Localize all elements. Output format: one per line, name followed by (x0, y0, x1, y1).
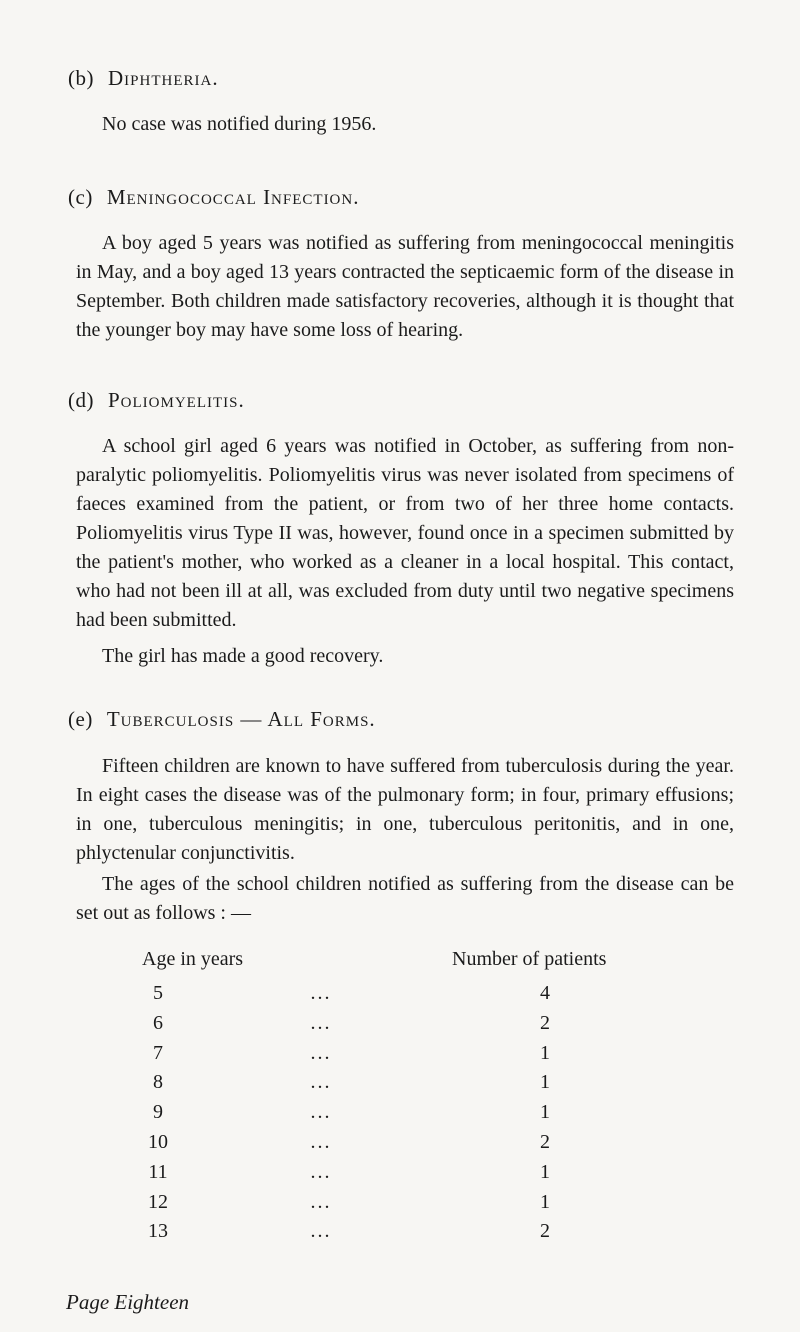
leader-dots: ... (310, 1041, 332, 1064)
age-cell: 7 (153, 1041, 163, 1064)
table-row (0, 1131, 800, 1157)
age-cell: 9 (153, 1101, 163, 1124)
page-footer: Page Eighteen (66, 1290, 190, 1314)
paragraph-diphtheria: No case was notified during 1956. (102, 113, 377, 135)
table-row (0, 1042, 800, 1068)
table-row (0, 1071, 800, 1097)
leader-dots: ... (310, 1011, 332, 1034)
leader-dots: ... (310, 1101, 332, 1124)
leader-dots: ... (310, 1071, 332, 1094)
count-cell: 1 (540, 1190, 550, 1213)
age-cell: 13 (148, 1220, 168, 1243)
paragraph-poliomyelitis: A school girl aged 6 years was notified in October, as suffering from non-paralytic poliomyelitis. Poliomyelitis virus was never isolated from specimens of faeces examined from the patient, or from two of her three home contacts. Poliomyelitis virus Type II was, however, found once in a specimen submitted by the patient's mother, who worked as a cleaner in a local hospital. This contact, who had not been ill at all, was excluded from duty until two negative specimens had been submitted. (76, 435, 734, 631)
heading-title: Diphtheria. (108, 66, 219, 90)
heading-letter: (d) (68, 388, 94, 412)
table-row (0, 982, 800, 1008)
age-cell: 11 (148, 1160, 168, 1183)
heading-poliomyelitis (68, 388, 245, 413)
count-cell: 2 (540, 1131, 550, 1153)
table-row (0, 1191, 800, 1217)
leader-dots: ... (310, 1160, 332, 1183)
heading-meningococcal (68, 185, 359, 210)
paragraph-tuberculosis: Fifteen children are known to have suffered from tuberculosis during the year. In eight cases the disease was of the pulmonary form; in four, primary effusions; in one, tuberculous meningitis; in one, tuberculous peritonitis, and in one, phlyctenular conjunctivitis. (76, 755, 734, 864)
heading-tuberculosis (68, 707, 376, 732)
heading-letter: (c) (68, 185, 93, 209)
count-cell: 2 (540, 1011, 550, 1034)
count-cell: 1 (540, 1071, 550, 1094)
paragraph-ages-intro: The ages of the school children notified as suffering from the disease can be set out as follows : — (76, 873, 734, 924)
age-cell: 8 (153, 1071, 163, 1094)
age-cell: 12 (148, 1190, 168, 1213)
heading-title: Meningococcal Infection. (106, 185, 360, 209)
count-cell: 1 (540, 1101, 550, 1124)
heading-diphtheria (68, 66, 219, 91)
leader-dots: ... (310, 1190, 332, 1213)
table-row (0, 1101, 800, 1127)
leader-dots: ... (310, 1131, 332, 1153)
heading-letter: (e) (68, 707, 93, 731)
paragraph-meningococcal: A boy aged 5 years was notified as suffering from meningococcal meningitis in May, and a boy aged 13 years contracted the septicaemic form of the disease in September. Both children made satisfactory recoveries, although it is thought that the younger boy may have some loss of hearing. (76, 232, 734, 341)
table-header-age: Age in years (142, 948, 244, 970)
leader-dots: ... (310, 982, 332, 1004)
age-cell: 6 (153, 1011, 163, 1034)
age-cell: 5 (153, 982, 163, 1004)
heading-title: Poliomyelitis. (108, 388, 245, 412)
table-header-count: Number of patients (452, 948, 607, 970)
heading-title: Tuberculosis — All Forms. (106, 707, 376, 731)
count-cell: 1 (540, 1041, 550, 1064)
leader-dots: ... (310, 1220, 332, 1243)
table-row (0, 1220, 800, 1246)
paragraph-recovery: The girl has made a good recovery. (102, 645, 384, 667)
heading-letter: (b) (68, 66, 94, 90)
table-row (0, 1161, 800, 1187)
age-cell: 10 (148, 1131, 168, 1153)
count-cell: 1 (540, 1160, 550, 1183)
count-cell: 2 (540, 1220, 550, 1243)
table-row (0, 1012, 800, 1038)
count-cell: 4 (540, 982, 550, 1004)
